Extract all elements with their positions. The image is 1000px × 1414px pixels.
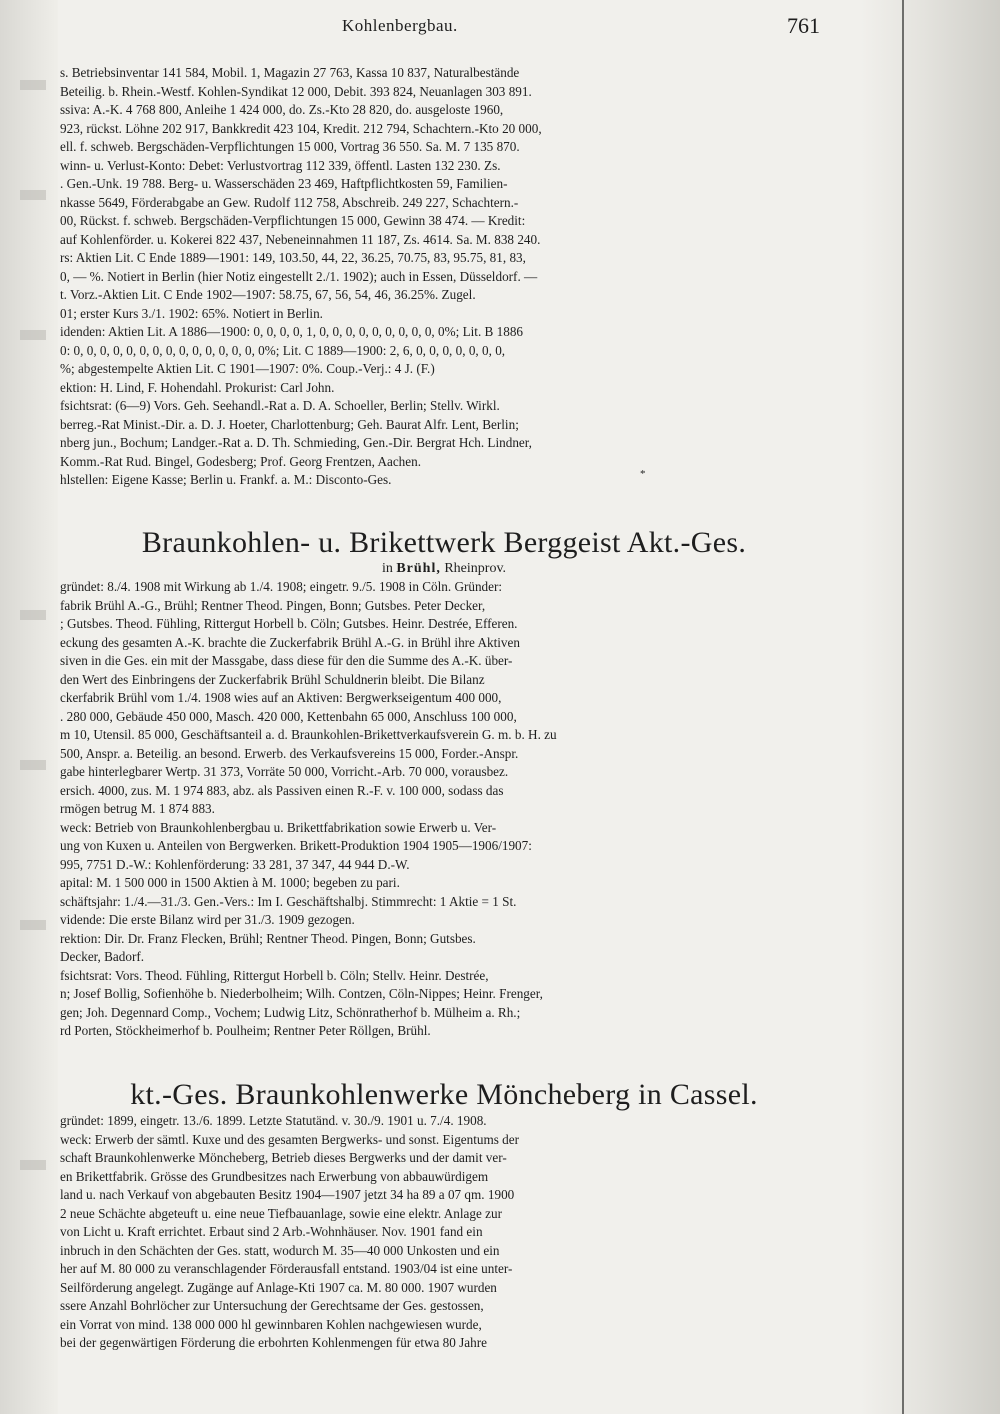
text-line: winn- u. Verlust-Konto: Debet: Verlustvortrag 112 339, öffentl. Lasten 132 230. Zs. bbox=[60, 157, 501, 173]
text-line: fsichtsrat: Vors. Theod. Fühling, Rittergut Horbell b. Cöln; Stellv. Heinr. Destrée, bbox=[60, 967, 489, 983]
text-line: 923, rückst. Löhne 202 917, Bankkredit 423 104, Kredit. 212 794, Schachtern.-Kto 20 000, bbox=[60, 120, 542, 136]
text-line: ektion: H. Lind, F. Hohendahl. Prokurist: Carl John. bbox=[60, 379, 335, 395]
text-line: fsichtsrat: (6—9) Vors. Geh. Seehandl.-Rat a. D. A. Schoeller, Berlin; Stellv. Wirkl. bbox=[60, 398, 500, 413]
text-line: den Wert des Einbringens der Zuckerfabrik Brühl Schuldnerin bleibt. Die Bilanz bbox=[60, 671, 485, 687]
text-line: gen; Joh. Degennard Comp., Vochem; Ludwig Litz, Schönratherhof b. Mülheim a. Rh.; bbox=[60, 1004, 521, 1020]
text-line: Komm.-Rat Rud. Bingel, Godesberg; Prof. Georg Frentzen, Aachen. bbox=[60, 453, 422, 469]
text-line: 2 neue Schächte abgeteuft u. eine neue Tiefbauanlage, sowie eine elektr. Anlage zur bbox=[60, 1205, 502, 1221]
company-location bbox=[60, 560, 828, 578]
column-rule bbox=[902, 0, 904, 1414]
text-line: 0, — %. Notiert in Berlin (hier Notiz eingestellt 2./1. 1902); auch in Essen, Düsseldorf. — bbox=[60, 268, 538, 284]
text-line: gründet: 1899, eingetr. 13./6. 1899. Letzte Statutänd. v. 30./9. 1901 u. 7./4. 1908. bbox=[60, 1113, 487, 1128]
text-line: fabrik Brühl A.-G., Brühl; Rentner Theod. Pingen, Bonn; Gutsbes. Peter Decker, bbox=[60, 597, 486, 613]
book-spine-shadow bbox=[860, 0, 1000, 1414]
running-title: Kohlenbergbau. bbox=[342, 16, 458, 35]
gutter-shadow bbox=[20, 190, 46, 200]
text-line: 995, 7751 D.-W.: Kohlenförderung: 33 281, 37 347, 44 944 D.-W. bbox=[60, 856, 410, 872]
text-line: en Brikettfabrik. Grösse des Grundbesitzes nach Erwerbung von abbauwürdigem bbox=[60, 1168, 489, 1184]
text-line: von Licht u. Kraft errichtet. Erbaut sind 2 Arb.-Wohnhäuser. Nov. 1901 fand ein bbox=[60, 1224, 483, 1239]
gutter-shadow bbox=[20, 330, 46, 340]
text-line: rektion: Dir. Dr. Franz Flecken, Brühl; Rentner Theod. Pingen, Bonn; Gutsbes. bbox=[60, 930, 476, 946]
text-line: 0: 0, 0, 0, 0, 0, 0, 0, 0, 0, 0, 0, 0, 0, 0, 0%; Lit. C 1889—1900: 2, 6, 0, 0, 0, 0, 0, 0, 0, bbox=[60, 342, 506, 358]
text-line: nkasse 5649, Förderabgabe an Gew. Rudolf 112 758, Abschreib. 249 227, Schachtern.- bbox=[60, 194, 519, 210]
text-line: t. Vorz.-Aktien Lit. C Ende 1902—1907: 58.75, 67, 56, 54, 46, 36.25%. Zugel. bbox=[60, 287, 476, 302]
text-line: schäftsjahr: 1./4.—31./3. Gen.-Vers.: Im I. Geschäftshalbj. Stimmrecht: 1 Aktie = 1 St. bbox=[60, 893, 517, 909]
location-suffix: Rheinprov. bbox=[444, 561, 507, 576]
location-place: Brühl, bbox=[396, 561, 441, 576]
text-line: Seilförderung angelegt. Zugänge auf Anlage-Kti 1907 ca. M. 80 000. 1907 wurden bbox=[60, 1279, 497, 1295]
text-line: rmögen betrug M. 1 874 883. bbox=[60, 801, 215, 816]
text-line: gründet: 8./4. 1908 mit Wirkung ab 1./4. 1908; eingetr. 9./5. 1908 in Cöln. Gründer: bbox=[60, 579, 503, 594]
gutter-shadow bbox=[20, 760, 46, 770]
text-line: Decker, Badorf. bbox=[60, 949, 145, 964]
text-line: 01; erster Kurs 3./1. 1902: 65%. Notiert in Berlin. bbox=[60, 305, 323, 321]
company-heading: Braunkohlen- u. Brikettwerk Berggeist Akt.-Ges. bbox=[141, 526, 747, 559]
text-line: ssere Anzahl Bohrlöcher zur Untersuchung der Gerechtsame der Ges. gestossen, bbox=[60, 1298, 484, 1313]
gutter-shadow bbox=[20, 920, 46, 930]
text-line: schaft Braunkohlenwerke Möncheberg, Betrieb dieses Bergwerks und der damit ver- bbox=[60, 1150, 507, 1165]
text-line: berreg.-Rat Minist.-Dir. a. D. J. Hoeter, Charlottenburg; Geh. Baurat Alfr. Lent, Berlin; bbox=[60, 416, 519, 432]
company-heading: kt.-Ges. Braunkohlenwerke Möncheberg in Cassel. bbox=[130, 1078, 758, 1111]
text-line: weck: Betrieb von Braunkohlenbergbau u. Brikettfabrikation sowie Erwerb u. Ver- bbox=[60, 819, 497, 835]
text-line: weck: Erwerb der sämtl. Kuxe und des gesamten Bergwerks- und sonst. Eigentums der bbox=[60, 1131, 520, 1147]
company-entry-berggeist bbox=[60, 526, 828, 1041]
text-line: siven in die Ges. ein mit der Massgabe, dass diese für den die Summe des A.-K. über- bbox=[60, 653, 513, 668]
text-line: ersich. 4000, zus. M. 1 974 883, abz. als Passiven einen R.-F. v. 100 000, sodass das bbox=[60, 782, 504, 798]
gutter-shadow bbox=[20, 1160, 46, 1170]
text-line: ckerfabrik Brühl vom 1./4. 1908 wies auf an Aktiven: Bergwerkseigentum 400 000, bbox=[60, 690, 502, 705]
text-line: idenden: Aktien Lit. A 1886—1900: 0, 0, 0, 0, 1, 0, 0, 0, 0, 0, 0, 0, 0, 0, 0%; Lit. B 1886 bbox=[60, 324, 524, 339]
text-line: s. Betriebsinventar 141 584, Mobil. 1, Magazin 27 763, Kassa 10 837, Naturalbestände bbox=[60, 65, 520, 80]
gutter-shadow bbox=[20, 80, 46, 90]
text-line: rs: Aktien Lit. C Ende 1889—1901: 149, 103.50, 44, 22, 36.25, 70.75, 83, 95.75, 81, 83, bbox=[60, 250, 526, 265]
text-line: apital: M. 1 500 000 in 1500 Aktien à M. 1000; begeben zu pari. bbox=[60, 875, 400, 890]
footnote-asterisk: * bbox=[640, 468, 646, 480]
running-head bbox=[60, 13, 820, 44]
text-line: 00, Rückst. f. schweb. Bergschäden-Verpflichtungen 15 000, Gewinn 38 474. — Kredit: bbox=[60, 213, 526, 228]
text-line: hlstellen: Eigene Kasse; Berlin u. Frankf. a. M.: Disconto-Ges. bbox=[60, 472, 392, 487]
text-line: . 280 000, Gebäude 450 000, Masch. 420 000, Kettenbahn 65 000, Anschluss 100 000, bbox=[60, 708, 517, 724]
text-line: rd Porten, Stöckheimerhof b. Poulheim; Rentner Peter Röllgen, Brühl. bbox=[60, 1023, 431, 1038]
gutter-shadow bbox=[20, 610, 46, 620]
text-line: her auf M. 80 000 zu veranschlagender Förderausfall entstand. 1903/04 ist eine unter- bbox=[60, 1261, 513, 1276]
left-page-gutter bbox=[0, 0, 58, 1414]
text-line: . Gen.-Unk. 19 788. Berg- u. Wasserschäden 23 469, Haftpflichtkosten 59, Familien- bbox=[60, 176, 508, 191]
company-entry-moencheberg bbox=[60, 1078, 828, 1353]
text-line: n; Josef Bollig, Sofienhöhe b. Niederbolheim; Wilh. Contzen, Cöln-Nippes; Heinr. Frenger, bbox=[60, 986, 543, 1001]
page-number: 761 bbox=[787, 13, 820, 38]
text-line: ung von Kuxen u. Anteilen von Bergwerken. Brikett-Produktion 1904 1905—1906/1907: bbox=[60, 838, 532, 853]
text-line: 500, Anspr. a. Beteilig. an besond. Erwerb. des Verkaufsvereins 15 000, Forder.-Anspr. bbox=[60, 745, 519, 761]
text-line: land u. nach Verkauf von abgebauten Besitz 1904—1907 jetzt 34 ha 89 a 07 qm. 1900 bbox=[60, 1187, 515, 1202]
text-line: inbruch in den Schächten der Ges. statt, wodurch M. 35—40 000 Unkosten und ein bbox=[60, 1242, 500, 1258]
text-line: eckung des gesamten A.-K. brachte die Zuckerfabrik Brühl A.-G. in Brühl ihre Aktiven bbox=[60, 634, 520, 650]
text-line: ; Gutsbes. Theod. Fühling, Rittergut Horbell b. Cöln; Gutsbes. Heinr. Destrée, Efferen. bbox=[60, 616, 518, 631]
text-line: ssiva: A.-K. 4 768 800, Anleihe 1 424 000, do. Zs.-Kto 28 820, do. ausgeloste 1960, bbox=[60, 102, 504, 117]
text-line: ein Vorrat von mind. 138 000 000 hl gewinnbaren Kohlen nachgewiesen wurde, bbox=[60, 1316, 482, 1332]
text-line: m 10, Utensil. 85 000, Geschäftsanteil a. d. Braunkohlen-Brikettverkaufsverein G. m. b. H. zu bbox=[60, 727, 557, 742]
text-line: auf Kohlenförder. u. Kokerei 822 437, Nebeneinnahmen 11 187, Zs. 4614. Sa. M. 838 240. bbox=[60, 231, 541, 247]
text-line: ell. f. schweb. Bergschäden-Verpflichtungen 15 000, Vortrag 36 550. Sa. M. 7 135 870. bbox=[60, 139, 520, 154]
text-line: Beteilig. b. Rhein.-Westf. Kohlen-Syndikat 12 000, Debit. 393 824, Neuanlagen 303 891. bbox=[60, 83, 532, 99]
text-line: gabe hinterlegbarer Wertp. 31 373, Vorräte 50 000, Vorricht.-Arb. 70 000, vorausbez. bbox=[60, 764, 509, 779]
location-prefix: in bbox=[381, 561, 393, 576]
text-line: vidende: Die erste Bilanz wird per 31./3. 1909 gezogen. bbox=[60, 912, 355, 927]
text-line: %; abgestempelte Aktien Lit. C 1901—1907: 0%. Coup.-Verj.: 4 J. (F.) bbox=[60, 361, 435, 376]
continued-company-entry bbox=[60, 64, 828, 490]
text-line: nberg jun., Bochum; Landger.-Rat a. D. Th. Schmieding, Gen.-Dir. Bergrat Hch. Lindner, bbox=[60, 435, 532, 450]
text-line: bei der gegenwärtigen Förderung die erbohrten Kohlenmengen für etwa 80 Jahre bbox=[60, 1335, 487, 1350]
